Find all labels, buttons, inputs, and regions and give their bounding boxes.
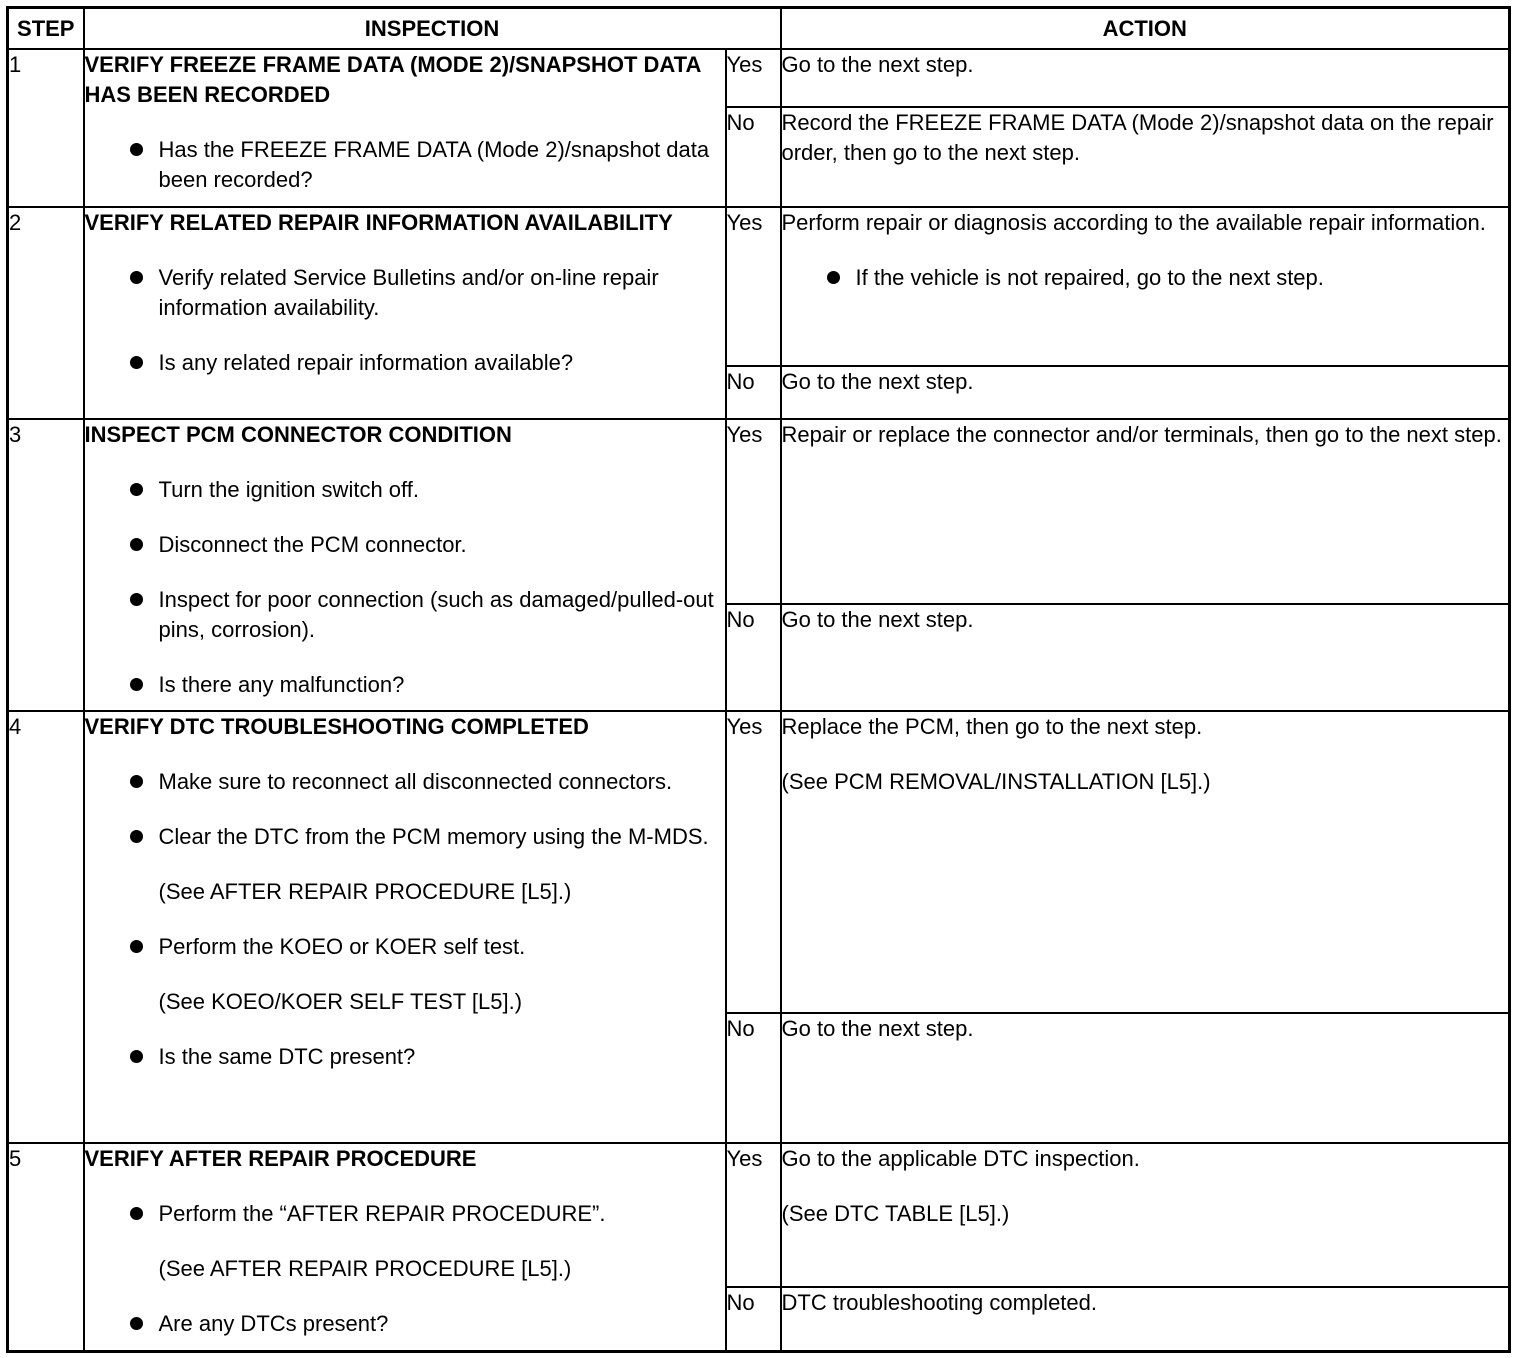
step-row-3-yes bbox=[8, 419, 1510, 604]
no-label: No bbox=[726, 366, 781, 419]
bullet-item: Are any DTCs present? bbox=[85, 1309, 725, 1339]
inspection-title: VERIFY RELATED REPAIR INFORMATION AVAILABILITY bbox=[84, 210, 673, 235]
inspection-bullets bbox=[85, 767, 725, 852]
header-row bbox=[8, 8, 1510, 50]
inspection-bullets bbox=[85, 1199, 725, 1229]
yes-label: Yes bbox=[726, 711, 781, 1013]
no-label: No bbox=[726, 107, 781, 207]
see-reference: (See PCM REMOVAL/INSTALLATION [L5].) bbox=[781, 769, 1211, 794]
inspection-bullets bbox=[85, 1042, 725, 1072]
no-action: Go to the next step. bbox=[781, 366, 1510, 419]
bullet-item: Has the FREEZE FRAME DATA (Mode 2)/snapshot data been recorded? bbox=[85, 135, 725, 195]
yes-label: Yes bbox=[726, 207, 781, 366]
inspection-title: VERIFY FREEZE FRAME DATA (MODE 2)/SNAPSHOT DATA HAS BEEN RECORDED bbox=[84, 52, 701, 107]
step-row-2-yes bbox=[8, 207, 1510, 366]
bullet-item: Clear the DTC from the PCM memory using the M-MDS. bbox=[85, 822, 725, 852]
yes-action: Go to the applicable DTC inspection. bbox=[781, 1146, 1140, 1171]
inspection-bullets bbox=[85, 263, 725, 378]
bullet-item: Turn the ignition switch off. bbox=[85, 475, 725, 505]
diagnostic-table bbox=[6, 6, 1511, 1353]
bullet-item: Perform the KOEO or KOER self test. bbox=[85, 932, 725, 962]
no-label: No bbox=[726, 1287, 781, 1351]
yes-action: Go to the next step. bbox=[781, 49, 1510, 107]
yes-action: Repair or replace the connector and/or terminals, then go to the next step. bbox=[781, 419, 1510, 604]
bullet-item: Is the same DTC present? bbox=[85, 1042, 725, 1072]
step-number: 4 bbox=[8, 711, 84, 1143]
inspection-cell bbox=[84, 1143, 726, 1351]
yes-action: Perform repair or diagnosis according to the available repair information. bbox=[781, 210, 1486, 235]
inspection-cell bbox=[84, 207, 726, 419]
no-label: No bbox=[726, 604, 781, 711]
step-row-1-yes bbox=[8, 49, 1510, 107]
yes-label: Yes bbox=[726, 1143, 781, 1287]
yes-action: Replace the PCM, then go to the next step. bbox=[781, 714, 1203, 739]
bullet-item: Is there any malfunction? bbox=[85, 670, 725, 700]
inspection-header: INSPECTION bbox=[84, 8, 781, 50]
yes-action-cell bbox=[781, 711, 1510, 1013]
inspection-bullets bbox=[85, 135, 725, 195]
see-reference: (See KOEO/KOER SELF TEST [L5].) bbox=[158, 989, 523, 1014]
bullet-item: Make sure to reconnect all disconnected connectors. bbox=[85, 767, 725, 797]
bullet-item: Inspect for poor connection (such as damaged/pulled-out pins, corrosion). bbox=[85, 585, 725, 645]
action-header: ACTION bbox=[781, 8, 1510, 50]
inspection-title: VERIFY DTC TROUBLESHOOTING COMPLETED bbox=[84, 714, 589, 739]
bullet-item: Is any related repair information available? bbox=[85, 348, 725, 378]
see-reference: (See AFTER REPAIR PROCEDURE [L5].) bbox=[158, 1256, 572, 1281]
step-row-4-yes bbox=[8, 711, 1510, 1013]
inspection-title: INSPECT PCM CONNECTOR CONDITION bbox=[84, 422, 512, 447]
inspection-cell bbox=[84, 49, 726, 207]
bullet-item: Disconnect the PCM connector. bbox=[85, 530, 725, 560]
step-header: STEP bbox=[8, 8, 84, 50]
yes-action-cell bbox=[781, 207, 1510, 366]
inspection-title: VERIFY AFTER REPAIR PROCEDURE bbox=[84, 1146, 477, 1171]
see-reference: (See AFTER REPAIR PROCEDURE [L5].) bbox=[158, 879, 572, 904]
no-action: Go to the next step. bbox=[781, 1013, 1510, 1143]
bullet-item: Perform the “AFTER REPAIR PROCEDURE”. bbox=[85, 1199, 725, 1229]
inspection-cell bbox=[84, 711, 726, 1143]
inspection-bullets bbox=[85, 932, 725, 962]
no-label: No bbox=[726, 1013, 781, 1143]
step-number: 3 bbox=[8, 419, 84, 711]
inspection-bullets bbox=[85, 1309, 725, 1339]
no-action: DTC troubleshooting completed. bbox=[781, 1287, 1510, 1351]
inspection-cell bbox=[84, 419, 726, 711]
bullet-item: Verify related Service Bulletins and/or on-line repair information availability. bbox=[85, 263, 725, 323]
step-number: 1 bbox=[8, 49, 84, 207]
no-action: Go to the next step. bbox=[781, 604, 1510, 711]
step-number: 2 bbox=[8, 207, 84, 419]
inspection-bullets bbox=[85, 475, 725, 700]
see-reference: (See DTC TABLE [L5].) bbox=[781, 1201, 1010, 1226]
yes-label: Yes bbox=[726, 49, 781, 107]
step-number: 5 bbox=[8, 1143, 84, 1351]
action-bullet: If the vehicle is not repaired, go to the next step. bbox=[782, 263, 1509, 293]
no-action: Record the FREEZE FRAME DATA (Mode 2)/snapshot data on the repair order, then go to the next step. bbox=[781, 107, 1510, 207]
step-row-5-yes bbox=[8, 1143, 1510, 1287]
yes-label: Yes bbox=[726, 419, 781, 604]
yes-action-cell bbox=[781, 1143, 1510, 1287]
